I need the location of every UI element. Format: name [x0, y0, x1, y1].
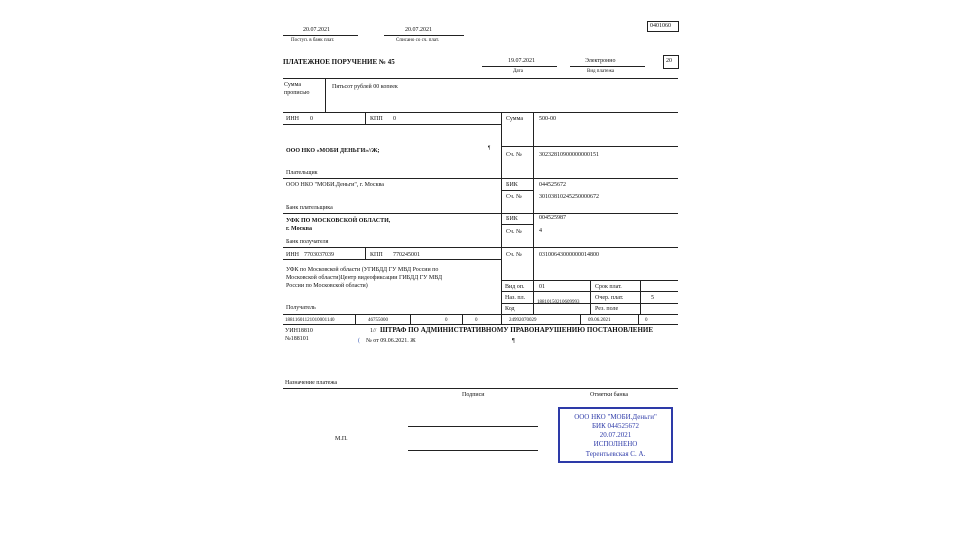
stamp-line-1: ООО НКО "МОБИ.Деньги" — [574, 413, 657, 421]
payee-inn: 7703037039 — [304, 252, 334, 258]
stamp-line-5: Терентьевская С. А. — [585, 450, 646, 458]
payment-type: Электронно — [585, 58, 616, 64]
purpose-mark: ( — [358, 338, 360, 344]
payer-inn: 0 — [310, 116, 313, 122]
payee-bank-name-2: г. Москва — [286, 226, 312, 232]
budget-doc-number: 24992070029 — [509, 318, 537, 323]
payer-account: 30232810900000000151 — [539, 152, 599, 158]
payee-name-1: УФК по Московской области (УГИБДД ГУ МВД России по — [286, 267, 439, 273]
payee-label: Получатель — [286, 305, 316, 311]
uin-line-1: УИН18810 — [285, 328, 313, 334]
payer-bank-account: 30103810245250000672 — [539, 194, 599, 200]
payee-bank-account-label: Сч. № — [506, 229, 522, 235]
payee-inn-label: ИНН — [286, 252, 299, 258]
purpose-prefix: 1// — [370, 328, 377, 334]
payee-kpp-label: КПП — [370, 252, 383, 258]
payer-inn-label: ИНН — [286, 116, 299, 122]
budget-oktmo: 46755000 — [368, 318, 388, 323]
debited-label: Списано со сч. плат. — [396, 38, 440, 43]
code-label: Код — [505, 306, 515, 312]
sum-value: 500-00 — [539, 116, 556, 122]
stamp-line-2: БИК 044525672 — [592, 422, 639, 430]
payer-label: Плательщик — [286, 170, 318, 176]
bank-stamp — [558, 407, 673, 463]
op-type-label: Вид оп. — [505, 284, 525, 290]
payer-kpp: 0 — [393, 116, 396, 122]
code-value: 18810150210609993 — [537, 300, 580, 305]
signatures-label: Подписи — [462, 392, 485, 398]
payee-bank-label: Банк получателя — [286, 239, 329, 245]
received-date: 20.07.2021 — [303, 27, 330, 33]
stamp-line-4: ИСПОЛНЕНО — [593, 440, 638, 448]
payer-bank-name: ООО НКО "МОБИ.Деньги", г. Москва — [286, 182, 384, 188]
payee-kpp: 770245001 — [393, 252, 420, 258]
budget-basis: 0 — [445, 318, 448, 323]
payer-bank-label: Банк плательщика — [286, 205, 333, 211]
payee-name-3: России по Московской области) — [286, 283, 368, 289]
payer-bik: 044525672 — [539, 182, 566, 188]
status-code: 20 — [666, 58, 672, 64]
res-label: Рез. поле — [595, 306, 619, 312]
order-date: 19.07.2021 — [508, 58, 535, 64]
budget-period: 0 — [475, 318, 478, 323]
stamp-line-3: 20.07.2021 — [599, 431, 632, 439]
budget-doc-date: 09.06.2021 — [588, 318, 611, 323]
queue-label: Очер. плат. — [595, 295, 624, 301]
signature-line-1 — [408, 426, 538, 427]
order-title: ПЛАТЕЖНОЕ ПОРУЧЕНИЕ № 45 — [283, 58, 395, 66]
purpose-line-1: ШТРАФ ПО АДМИНИСТРАТИВНОМУ ПРАВОНАРУШЕНИЮ ПОСТАНОВЛЕНИЕ — [380, 326, 654, 334]
sum-label: Сумма — [506, 116, 523, 122]
payment-type-label: Вид платежа — [587, 69, 615, 74]
payee-account: 03100643000000014800 — [539, 252, 599, 258]
purpose-code-label: Наз. пл. — [505, 295, 526, 301]
budget-kbk: 18811601121010001140 — [285, 318, 335, 323]
budget-type: 0 — [645, 318, 648, 323]
purpose-label: Назначение платежа — [285, 380, 338, 386]
payer-bank-account-label: Сч. № — [506, 194, 522, 200]
order-date-label: Дата — [513, 69, 523, 74]
payee-account-label: Сч. № — [506, 252, 522, 258]
payee-name-2: Московской области)Центр видеофиксации ГИБДД ГУ МВД — [286, 275, 443, 281]
payee-bank-account: 4 — [539, 228, 542, 234]
purpose-line-2: № от 09.06.2021. Ж — [366, 338, 416, 344]
queue-value: 5 — [651, 295, 654, 301]
mp-label: М.П. — [335, 436, 348, 442]
payer-kpp-label: КПП — [370, 116, 383, 122]
term-label: Срок плат. — [595, 284, 622, 290]
op-type: 01 — [539, 284, 545, 290]
payer-bik-label: БИК — [506, 182, 518, 188]
payer-name: ООО НКО «МОБИ ДЕНЬГИ»//Ж; — [286, 148, 380, 154]
amount-words: Пятьсот рублей 00 копеек — [332, 84, 398, 90]
uin-line-2: №188101 — [285, 336, 309, 342]
payee-bik: 004525987 — [539, 215, 566, 221]
form-code: 0401060 — [650, 23, 671, 29]
signature-line-2 — [408, 450, 538, 451]
payer-account-label: Сч. № — [506, 152, 522, 158]
bank-marks-label: Отметки банка — [590, 392, 629, 398]
received-label: Поступ. в банк плат. — [291, 38, 335, 43]
purpose-marker: ¶ — [512, 338, 515, 344]
payee-bank-name-1: УФК ПО МОСКОВСКОЙ ОБЛАСТИ, — [286, 218, 391, 224]
debited-date: 20.07.2021 — [405, 27, 432, 33]
payer-marker: ¶ — [488, 146, 491, 151]
payee-bik-label: БИК — [506, 216, 518, 222]
amount-words-label: Сумма прописью — [284, 82, 310, 96]
